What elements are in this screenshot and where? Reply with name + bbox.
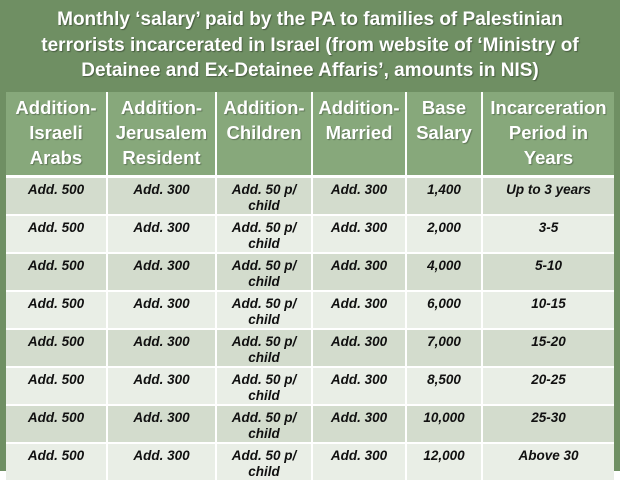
children-line: child [248, 311, 280, 327]
cell-incarceration-period: 3-5 [482, 215, 614, 253]
cell-addition-children [216, 443, 312, 481]
cell-addition-married: Add. 300 [312, 329, 406, 367]
cell-addition-children [216, 367, 312, 405]
cell-incarceration-period: Above 30 [482, 443, 614, 481]
cell-incarceration-period: 10-15 [482, 291, 614, 329]
cell-addition-israeli-arabs: Add. 500 [6, 443, 107, 481]
cell-addition-israeli-arabs: Add. 500 [6, 253, 107, 291]
children-line: child [248, 349, 280, 365]
cell-base-salary: 8,500 [406, 367, 482, 405]
cell-addition-jerusalem-resident: Add. 300 [107, 405, 216, 443]
table-body [6, 176, 614, 481]
salary-table [6, 92, 614, 482]
table-row [6, 215, 614, 253]
children-line: Add. 50 p/ [231, 447, 297, 463]
cell-addition-married: Add. 300 [312, 215, 406, 253]
header-addition-children: Addition- Children [216, 92, 312, 176]
table-row [6, 291, 614, 329]
header-incarceration-period: Incarceration Period in Years [482, 92, 614, 176]
cell-addition-married: Add. 300 [312, 367, 406, 405]
table-row [6, 443, 614, 481]
cell-addition-israeli-arabs: Add. 500 [6, 405, 107, 443]
cell-incarceration-period: 25-30 [482, 405, 614, 443]
table-row [6, 329, 614, 367]
table-header-row [6, 92, 614, 176]
slide-title [4, 4, 616, 88]
cell-addition-married: Add. 300 [312, 176, 406, 215]
cell-incarceration-period: 20-25 [482, 367, 614, 405]
children-line: child [248, 463, 280, 479]
cell-base-salary: 2,000 [406, 215, 482, 253]
cell-addition-children [216, 405, 312, 443]
children-line: Add. 50 p/ [231, 295, 297, 311]
children-line: Add. 50 p/ [231, 257, 297, 273]
cell-base-salary: 4,000 [406, 253, 482, 291]
cell-addition-jerusalem-resident: Add. 300 [107, 443, 216, 481]
children-line: child [248, 273, 280, 289]
cell-incarceration-period: 15-20 [482, 329, 614, 367]
cell-addition-children [216, 215, 312, 253]
cell-addition-israeli-arabs: Add. 500 [6, 291, 107, 329]
cell-addition-jerusalem-resident: Add. 300 [107, 367, 216, 405]
cell-base-salary: 1,400 [406, 176, 482, 215]
cell-addition-children [216, 253, 312, 291]
cell-addition-jerusalem-resident: Add. 300 [107, 291, 216, 329]
cell-addition-jerusalem-resident: Add. 300 [107, 176, 216, 215]
cell-addition-children [216, 329, 312, 367]
children-line: Add. 50 p/ [231, 371, 297, 387]
children-line: child [248, 197, 280, 213]
cell-base-salary: 10,000 [406, 405, 482, 443]
cell-incarceration-period: 5-10 [482, 253, 614, 291]
cell-addition-israeli-arabs: Add. 500 [6, 176, 107, 215]
cell-addition-married: Add. 300 [312, 253, 406, 291]
cell-base-salary: 12,000 [406, 443, 482, 481]
cell-base-salary: 7,000 [406, 329, 482, 367]
header-addition-jerusalem-resident: Addition- Jerusalem Resident [107, 92, 216, 176]
cell-addition-married: Add. 300 [312, 291, 406, 329]
header-addition-married: Addition- Married [312, 92, 406, 176]
table-row [6, 367, 614, 405]
cell-addition-children [216, 291, 312, 329]
cell-incarceration-period: Up to 3 years [482, 176, 614, 215]
children-line: child [248, 425, 280, 441]
cell-addition-married: Add. 300 [312, 443, 406, 481]
cell-addition-children [216, 176, 312, 215]
title-line: terrorists incarcerated in Israel (from website of ‘Ministry of [41, 34, 579, 56]
children-line: child [248, 235, 280, 251]
cell-base-salary: 6,000 [406, 291, 482, 329]
table-row [6, 253, 614, 291]
title-line: Detainee and Ex-Detainee Affaris’, amounts in NIS) [81, 60, 539, 81]
children-line: Add. 50 p/ [231, 409, 297, 425]
cell-addition-jerusalem-resident: Add. 300 [107, 215, 216, 253]
cell-addition-jerusalem-resident: Add. 300 [107, 253, 216, 291]
children-line: Add. 50 p/ [231, 219, 297, 235]
children-line: Add. 50 p/ [231, 333, 297, 349]
header-base-salary: Base Salary [406, 92, 482, 176]
table-row [6, 176, 614, 215]
title-line: Monthly ‘salary’ paid by the PA to families of Palestinian [57, 9, 563, 30]
children-line: child [248, 387, 280, 403]
cell-addition-married: Add. 300 [312, 405, 406, 443]
cell-addition-israeli-arabs: Add. 500 [6, 329, 107, 367]
header-addition-israeli-arabs: Addition- Israeli Arabs [6, 92, 107, 176]
cell-addition-israeli-arabs: Add. 500 [6, 367, 107, 405]
cell-addition-israeli-arabs: Add. 500 [6, 215, 107, 253]
children-line: Add. 50 p/ [231, 181, 297, 197]
table-row [6, 405, 614, 443]
cell-addition-jerusalem-resident: Add. 300 [107, 329, 216, 367]
